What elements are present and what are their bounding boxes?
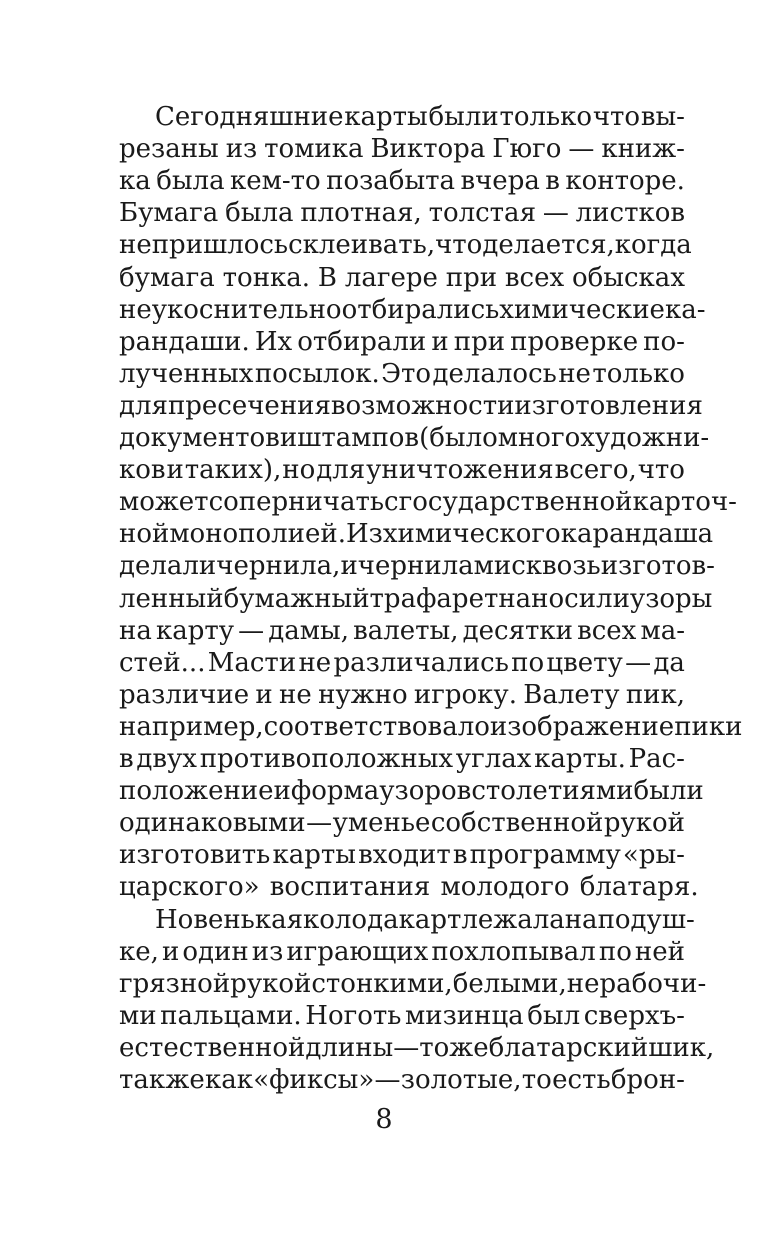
text-line: может соперничать с государственной карточ-	[119, 487, 737, 517]
text-line: документов и штампов (было много художни-	[119, 423, 710, 453]
text-line: положение и форма узоров столетиями были	[119, 776, 704, 806]
text-line: ми пальцами. Ноготь мизинца был сверхъ-	[119, 1001, 685, 1031]
text-line: делали чернила, и чернилами сквозь изготов-	[119, 551, 715, 581]
text-line: стей... Масти не различались по цвету — да	[119, 648, 685, 678]
text-line: различие и не нужно игроку. Валету пик,	[119, 680, 685, 710]
text-line: резаны из томика Виктора Гюго — книж-	[119, 134, 685, 164]
text-line: бумага тонка. В лагере при всех обысках	[119, 263, 685, 293]
text-line: рандаши. Их отбирали и при проверке по-	[119, 327, 685, 357]
text-line: ка была кем-то позабыта вчера в конторе.	[119, 166, 685, 196]
text-line: для пресечения возможности изготовления	[119, 391, 703, 421]
text-line: Сегодняшние карты были только что вы-	[155, 102, 685, 132]
text-line: ков и таких), но для уничтожения всего, что	[119, 455, 685, 485]
text-line: Бумага была плотная, толстая — листков	[119, 198, 685, 228]
text-line: например, соответствовало изображение пики	[119, 712, 743, 742]
text-line: одинаковыми — уменье собственной рукой	[119, 808, 685, 838]
page-number: 8	[375, 1104, 393, 1135]
text-line: естественной длины — тоже блатарский шик,	[119, 1033, 715, 1063]
text-line: ке, и один из играющих похлопывал по ней	[119, 937, 685, 967]
text-line: так же как «фиксы» — золотые, то есть брон-	[119, 1065, 685, 1095]
text-line: изготовить карты входит в программу «ры-	[119, 840, 685, 870]
text-line: Новенькая колода карт лежала на подуш-	[155, 905, 695, 935]
text-line: царского» воспитания молодого блатаря.	[119, 872, 699, 902]
text-line: ной монополией. Из химического карандаша	[119, 519, 714, 549]
text-line: в двух противоположных углах карты. Рас-	[119, 744, 685, 774]
text-line: ленный бумажный трафарет наносили узоры	[119, 584, 713, 614]
text-line: не пришлось склеивать, что делается, когда	[119, 230, 692, 260]
text-line: неукоснительно отбирались химические ка-	[119, 295, 706, 325]
text-line: лученных посылок. Это делалось не только	[119, 359, 685, 389]
text-line: грязной рукой с тонкими, белыми, нерабочи-	[119, 969, 707, 999]
text-line: на карту — дамы, валеты, десятки всех ма-	[119, 616, 685, 646]
